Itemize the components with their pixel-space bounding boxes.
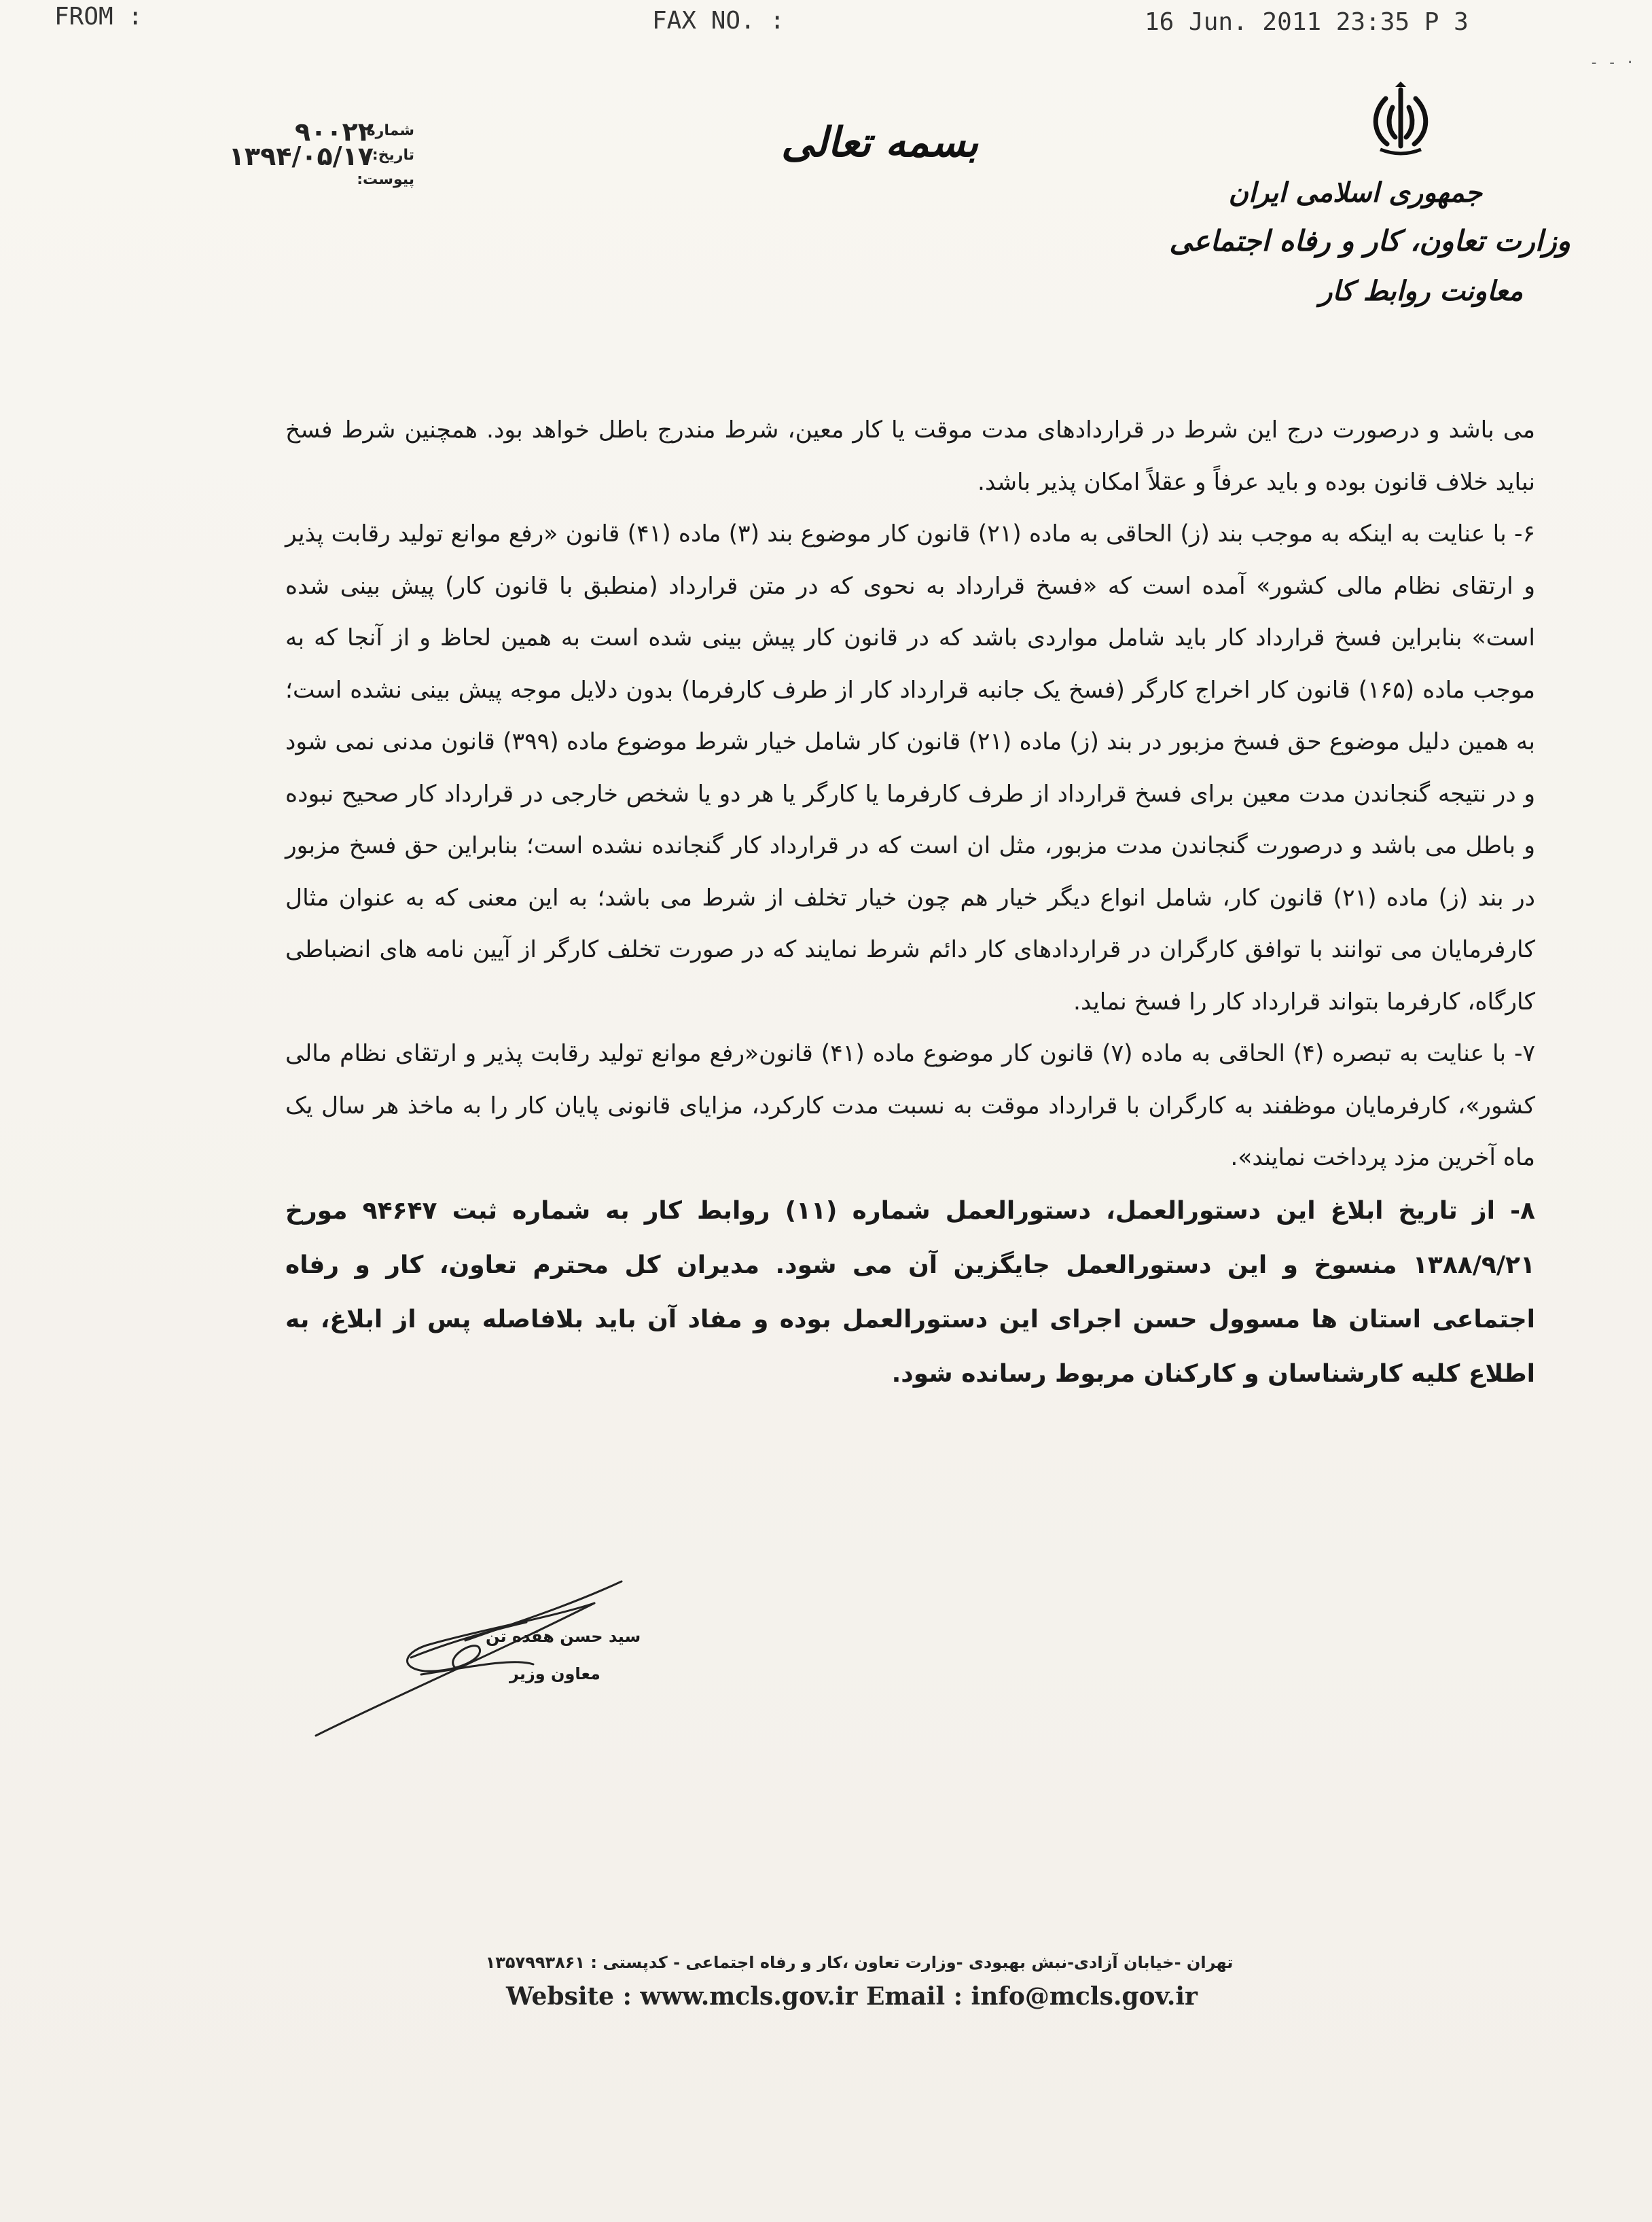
invocation: بسمه تعالی	[781, 119, 979, 166]
fax-date-time: 16 Jun. 2011 23:35 P 3	[1145, 8, 1469, 36]
reference-number-value: ۹۰۰۲۲	[295, 117, 374, 147]
paragraph-7: ۷- با عنایت به تبصره (۴) الحاقی به ماده (۷) قانون کار موضوع ماده (۴۱) قانون«رفع موانع تولید رقابت پذیر و ارتقای نظام مالی کشور»، کارفرمایان موظفند به کارگران با قرارداد موقت به نسبت مدت کارکرد، مزایای قانونی پایان کار را به ماخذ هر سال یک ماه آخرین مزد پرداخت نمایند».	[285, 1040, 1535, 1171]
footer-address: تهران -خیابان آزادی-نبش بهبودی -وزارت تعاون ،کار و رفاه اجتماعی - کدپستی : ۱۳۵۷۹۹۳۸۶۱	[485, 1953, 1234, 1972]
paragraph-continuation: می باشد و درصورت درج این شرط در قراردادهای مدت موقت یا کار معین، شرط مندرج باطل خواهد بود. همچنین شرط فسخ نباید خلاف قانون بوده و باید عرفاً و عقلاً امکان پذیر باشد.	[285, 416, 1535, 496]
letterhead-country: جمهوری اسلامی ایران	[1228, 177, 1482, 209]
reference-number-label: شماره:	[360, 122, 414, 139]
paragraph-8: ۸- از تاریخ ابلاغ این دستورالعمل، دستورالعمل شماره (۱۱) روابط کار به شماره ثبت ۹۴۶۴۷ مورخ ۱۳۸۸/۹/۲۱ منسوخ و این دستورالعمل جایگزین آن می شود. مدیران کل محترم تعاون، کار و رفاه اجتماعی استان ها مسوول حسن اجرای این دستورالعمل بوده و مفاد آن باید بلافاصله پس از ابلاغ، به اطلاع کلیه کارشناسان و کارکنان مربوط رسانده شود.	[285, 1196, 1535, 1388]
iran-emblem-icon	[1360, 82, 1441, 163]
letterhead-department: معاونت روابط کار	[1319, 275, 1523, 307]
reference-date-value: ۱۳۹۴/۰۵/۱۷	[228, 141, 374, 171]
reference-attachment-label: پیوست:	[357, 171, 414, 188]
signature-block	[309, 1556, 689, 1759]
reference-attachment-row	[224, 171, 414, 196]
handwritten-signature	[309, 1556, 689, 1759]
reference-block	[224, 117, 414, 196]
footer-website-email: Website : www.mcls.gov.ir Email : info@mcls.gov.ir	[506, 1982, 1198, 2011]
scan-noise: - - ·	[1590, 54, 1635, 71]
fax-header	[0, 0, 1652, 41]
paragraph-6: ۶- با عنایت به اینکه به موجب بند (ز) الحاقی به ماده (۲۱) قانون کار موضوع بند (۳) ماده (۴۱) قانون «رفع موانع تولید رقابت پذیر و ارتقای نظام مالی کشور» آمده است که «فسخ قرارداد به نحوی که در متن قرارداد (منطبق با قانون کار) پیش بینی شده است» بنابراین فسخ قرارداد کار باید شامل مواردی باشد که در قانون کار پیش بینی شده است به همین لحاظ و از آنجا که به موجب ماده (۱۶۵) قانون کار اخراج کارگر (فسخ یک جانبه قرارداد کار از طرف کارفرما) بدون دلایل موجه پیش بینی نشده است؛ به همین دلیل موضوع حق فسخ مزبور در بند (ز) ماده (۲۱) قانون کار شامل خیار شرط موضوع ماده (۳۹۹) قانون مدنی نمی شود و در نتیجه گنجاندن مدت معین برای فسخ قرارداد از طرف کارفرما یا کارگر یا هر دو یا شخص خارجی در قرارداد کار صحیح نبوده و باطل می باشد و درصورت گنجاندن مدت مزبور، مثل ان است که در قرارداد کار گنجانده نشده است؛ بنابراین حق فسخ مزبور در بند (ز) ماده (۲۱) قانون کار، شامل انواع دیگر خیار هم چون خیار تخلف از شرط می باشد؛ به این معنی که به عنوان مثال کارفرمایان می توانند با توافق کارگران در قراردادهای کار دائم شرط نمایند که در صورت تخلف کارگر از آیین نامه های انضباطی کارگاه، کارفرما بتواند قرارداد کار را فسخ نماید.	[285, 520, 1535, 1016]
signer-name: سید حسن هفده تن	[486, 1627, 641, 1646]
letter-body	[285, 404, 1535, 1401]
fax-number-label: FAX NO. :	[652, 7, 785, 35]
reference-date-label: تاریخ:	[372, 147, 414, 164]
letterhead	[1169, 82, 1570, 326]
reference-date-row	[224, 141, 414, 171]
letterhead-ministry: وزارت تعاون، کار و رفاه اجتماعی	[1169, 224, 1570, 257]
fax-from-label: FROM :	[54, 3, 143, 31]
signer-title: معاون وزیر	[509, 1664, 600, 1683]
